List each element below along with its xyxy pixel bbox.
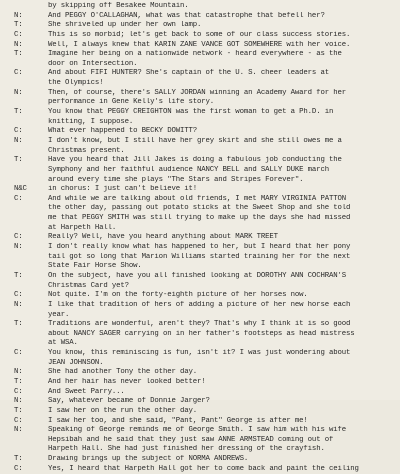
speaker-label: N: <box>14 426 23 435</box>
speaker-label: T: <box>14 271 23 280</box>
dialogue-text: Harpeth Hall. She had just finished her dressing of the crayfish. <box>48 445 325 454</box>
dialogue-text: What ever happened to BECKY DOWITT? <box>48 127 197 136</box>
dialogue-text: Traditions are wonderful, aren't they? That's why I think it is so good <box>48 320 351 329</box>
speaker-label <box>14 282 48 292</box>
speaker-label <box>14 176 48 186</box>
dialogue-text: the Olympics! <box>48 79 104 88</box>
speaker-label: C: <box>14 464 23 473</box>
speaker-label <box>14 98 48 108</box>
dialogue-line <box>14 21 392 31</box>
speaker-label: T: <box>14 156 23 165</box>
dialogue-line <box>14 69 392 79</box>
speaker-label: C: <box>14 416 23 425</box>
speaker-label: C: <box>14 349 23 358</box>
dialogue-line <box>48 166 392 176</box>
speaker-label: N: <box>14 397 23 406</box>
dialogue-line <box>48 79 392 89</box>
dialogue-line <box>14 185 392 195</box>
dialogue-text: Then, of course, there's SALLY JORDAN winning an Academy Award for her <box>48 88 346 97</box>
dialogue-text: Christmas present. <box>48 146 125 155</box>
speaker-label: N: <box>14 368 23 377</box>
dialogue-line <box>14 30 392 41</box>
dialogue-line <box>14 464 392 474</box>
speaker-label: N: <box>14 243 23 252</box>
dialogue-line <box>48 445 392 455</box>
dialogue-text: Symphony and her faithful audience NANCY BELL and SALLY DUKE march <box>48 165 329 174</box>
speaker-label <box>14 2 48 12</box>
dialogue-line <box>48 214 392 224</box>
dialogue-line <box>14 127 392 137</box>
dialogue-line <box>48 311 392 321</box>
dialogue-text: She shriveled up under her own lamp. <box>48 21 202 30</box>
dialogue-text: Not quite. I'm on the forty-eighth picture of her horses now. <box>48 291 308 300</box>
dialogue-text: I like that tradition of hers of adding a picture of her new horse each <box>48 300 351 309</box>
speaker-label <box>14 330 48 340</box>
dialogue-line <box>14 320 392 330</box>
speaker-label: C: <box>14 233 23 242</box>
dialogue-line <box>14 108 392 118</box>
dialogue-line <box>48 176 392 186</box>
speaker-label <box>14 445 48 455</box>
speaker-label: C: <box>14 194 23 203</box>
dialogue-line <box>48 253 392 263</box>
speaker-label: T: <box>14 108 23 117</box>
speaker-label: N: <box>14 40 23 49</box>
dialogue-line <box>14 455 392 465</box>
speaker-label <box>14 224 48 234</box>
speaker-label: T: <box>14 377 23 386</box>
dialogue-text: around every time she plays "The Stars and Stripes Forever". <box>48 175 304 184</box>
dialogue-line <box>14 368 392 378</box>
dialogue-text: Hepsibah and he said that they just saw ANNE ARMSTEAD coming out of <box>48 435 334 444</box>
dialogue-line <box>14 397 392 407</box>
speaker-label <box>14 436 48 446</box>
dialogue-line <box>14 233 392 243</box>
dialogue-line <box>48 147 392 157</box>
dialogue-text: performance in Gene Kelly's life story. <box>48 98 215 107</box>
dialogue-line <box>48 339 392 349</box>
dialogue-line <box>48 436 392 446</box>
dialogue-line <box>14 349 392 359</box>
speaker-label: T: <box>14 455 23 464</box>
dialogue-line <box>48 359 392 369</box>
dialogue-line <box>48 224 392 234</box>
dialogue-text: at WSA. <box>48 339 78 348</box>
dialogue-line <box>14 243 392 253</box>
dialogue-line <box>48 98 392 108</box>
dialogue-text: You know that PEGGY CREIGHTON was the first woman to get a Ph.D. in <box>48 108 334 117</box>
dialogue-text: Really? Well, have you heard anything about MARK TREET <box>48 233 278 242</box>
dialogue-line <box>48 60 392 70</box>
dialogue-text: tail got so long that Marion Williams started training her for the next <box>48 252 351 261</box>
speaker-label <box>14 214 48 224</box>
dialogue-text: Speaking of George reminds me of George Smith. I saw him with his wife <box>48 426 346 435</box>
speaker-label <box>14 359 48 369</box>
dialogue-line <box>14 88 392 99</box>
speaker-label <box>14 204 48 214</box>
speaker-label <box>14 118 48 128</box>
dialogue-text: She had another Tony the other day. <box>48 368 197 377</box>
dialogue-text: On the subject, have you all finished looking at DOROTHY ANN COCHRAN'S <box>48 271 346 280</box>
speaker-label: N&C <box>14 185 27 194</box>
dialogue-text: Christmas Card yet? <box>48 281 129 290</box>
dialogue-text: This is so morbid; let's get back to some of our class success stories. <box>48 30 351 39</box>
dialogue-text: the other day, passing out potato sticks at the Sweet Shop and she told <box>48 204 351 213</box>
dialogue-line <box>14 271 392 282</box>
dialogue-text: And while we are talking about old friends, I met MARY VIRGINIA PATTON <box>48 194 346 203</box>
speaker-label <box>14 339 48 349</box>
dialogue-text: me that PEGGY SMITH was still trying to make up the days she had missed <box>48 214 351 223</box>
dialogue-text: in chorus: I just can't believe it! <box>48 185 197 194</box>
speaker-label <box>14 147 48 157</box>
speaker-label <box>14 253 48 263</box>
dialogue-text: Have you heard that Jill Jakes is doing a fabulous job conducting the <box>48 156 342 165</box>
dialogue-text: JEAN JOHNSON. <box>48 358 104 367</box>
dialogue-line <box>14 291 392 301</box>
dialogue-text: year. <box>48 310 70 319</box>
speaker-label <box>14 60 48 70</box>
dialogue-text: I saw her on the run the other day. <box>48 406 197 415</box>
dialogue-line <box>48 2 392 12</box>
dialogue-line <box>48 330 392 340</box>
speaker-label: C: <box>14 69 23 78</box>
dialogue-text: Imagine her being on a nationwide network - heard everywhere - as the <box>48 50 342 59</box>
speaker-label: C: <box>14 30 23 39</box>
dialogue-line <box>14 11 392 22</box>
dialogue-text: I don't know, but I still have her grey skirt and she still owes me a <box>48 136 342 145</box>
dialogue-line <box>48 118 392 128</box>
dialogue-line <box>14 377 392 388</box>
dialogue-text: I don't really know what has happened to her, but I heard that her pony <box>48 243 351 252</box>
speaker-label: C: <box>14 127 23 136</box>
speaker-label: T: <box>14 406 23 415</box>
dialogue-text: And Sweet Parry... <box>48 387 125 396</box>
dialogue-text: by skipping off Besakee Mountain. <box>48 2 189 10</box>
dialogue-text: knitting, I suppose. <box>48 117 134 126</box>
dialogue-line <box>14 426 392 436</box>
dialogue-text: And about FIFI HUNTER? She's captain of the U. S. cheer leaders at <box>48 69 329 78</box>
dialogue-text: Say, whatever became of Donnie Jarger? <box>48 397 210 406</box>
dialogue-line <box>14 387 392 398</box>
dialogue-text: about NANCY SAGER carrying on in her father's footsteps as head mistress <box>48 329 355 338</box>
dialogue-line <box>14 50 392 60</box>
dialogue-text: You know, this reminiscing is fun, isn't it? I was just wondering about <box>48 349 351 358</box>
speaker-label: C: <box>14 387 23 396</box>
dialogue-text: State Fair Horse Show. <box>48 262 142 271</box>
dialogue-line <box>14 40 392 51</box>
dialogue-text: Drawing brings up the subject of NORMA ANDREWS. <box>48 455 249 464</box>
dialogue-text: door on Intersection. <box>48 59 138 68</box>
dialogue-text: I saw her too, and she said, "Pant, Pant" George is after me! <box>48 416 308 425</box>
speaker-label: C: <box>14 291 23 300</box>
dialogue-line <box>14 300 392 311</box>
speaker-label <box>14 79 48 89</box>
speaker-label: T: <box>14 21 23 30</box>
speaker-label <box>14 166 48 176</box>
dialogue-line <box>48 204 392 214</box>
speaker-label <box>14 311 48 321</box>
dialogue-text: And her hair has never looked better! <box>48 377 206 386</box>
dialogue-line <box>14 136 392 147</box>
dialogue-text: at Harpeth Hall. <box>48 223 117 232</box>
dialogue-line <box>14 194 392 205</box>
dialogue-line <box>14 416 392 427</box>
dialogue-text: And PEGGY O'CALLAGHAN, what was that catastrophe that befell her? <box>48 11 325 20</box>
speaker-label: N: <box>14 136 23 145</box>
dialogue-line <box>14 406 392 417</box>
speaker-label: N: <box>14 11 23 20</box>
speaker-label: T: <box>14 50 23 59</box>
dialogue-text: Well, I always knew that KARIN ZANE VANCE GOT SOMEWHERE with her voice. <box>48 40 351 49</box>
speaker-label: N: <box>14 88 23 97</box>
speaker-label: T: <box>14 320 23 329</box>
dialogue-line <box>14 156 392 166</box>
dialogue-text: Yes, I heard that Harpeth Hall got her to come back and paint the ceiling <box>48 464 359 473</box>
dialogue-line <box>48 282 392 292</box>
dialogue-line <box>48 262 392 272</box>
speaker-label <box>14 262 48 272</box>
speaker-label: N: <box>14 300 23 309</box>
